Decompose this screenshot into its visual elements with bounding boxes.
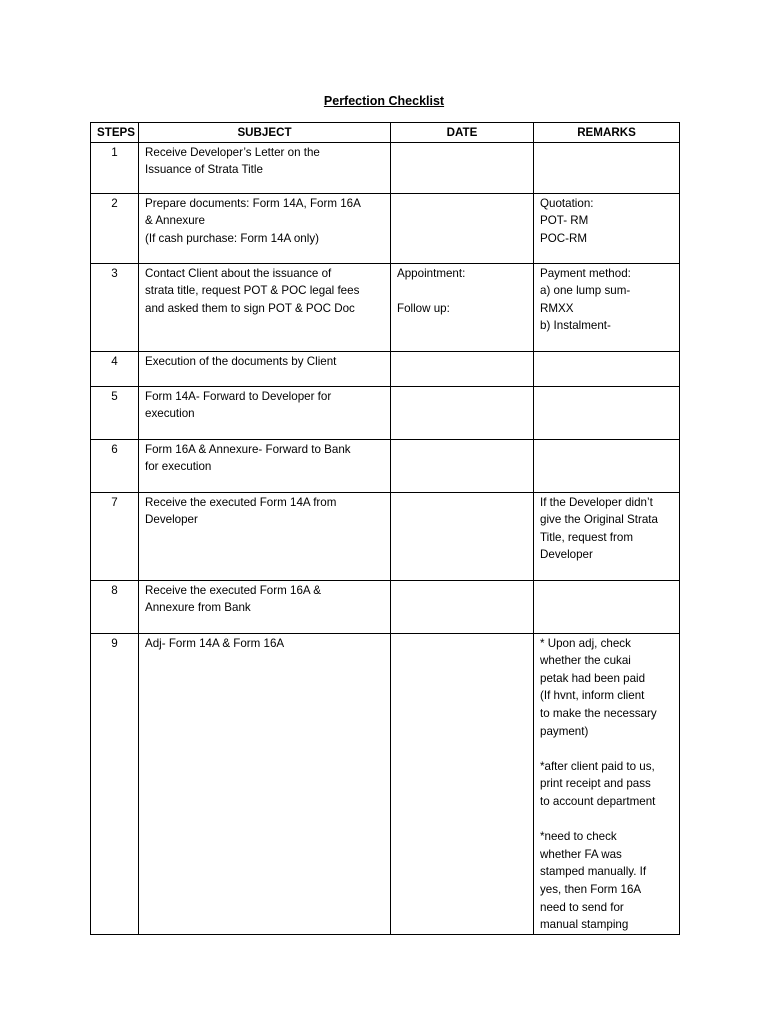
date-line <box>397 282 527 300</box>
step-number: 5 <box>91 386 139 439</box>
remarks-cell <box>534 263 680 351</box>
step-number: 2 <box>91 193 139 263</box>
subject-cell <box>139 580 391 633</box>
remarks-cell <box>534 351 680 386</box>
subject-line: Receive the executed Form 14A from <box>145 495 337 509</box>
remarks-cell <box>534 193 680 263</box>
subject-line: Form 14A- Forward to Developer for <box>145 389 332 403</box>
remarks-line: give the Original Strata <box>540 513 658 527</box>
header-row <box>91 123 680 143</box>
remarks-cell <box>534 142 680 193</box>
step-number: 6 <box>91 439 139 492</box>
subject-line: (If cash purchase: Form 14A only) <box>145 231 319 245</box>
document-title: Perfection Checklist <box>323 94 445 108</box>
subject-cell <box>139 263 391 351</box>
step-number: 7 <box>91 492 139 580</box>
remarks-line: POC-RM <box>540 231 588 245</box>
checklist-body <box>91 142 680 934</box>
step-number: 8 <box>91 580 139 633</box>
remarks-line: *need to check <box>540 830 617 844</box>
remarks-line: stamped manually. If <box>540 865 647 879</box>
checklist-row <box>91 580 680 633</box>
remarks-line <box>540 740 673 758</box>
subject-cell <box>139 351 391 386</box>
header-subject: SUBJECT <box>139 123 391 143</box>
subject-cell <box>139 439 391 492</box>
subject-cell <box>139 193 391 263</box>
step-number: 1 <box>91 142 139 193</box>
subject-line: Receive Developer’s Letter on the <box>145 145 320 159</box>
checklist-row <box>91 633 680 934</box>
remarks-cell <box>534 580 680 633</box>
remarks-line: RMXX <box>540 301 574 315</box>
date-cell <box>391 439 534 492</box>
remarks-line: yes, then Form 16A <box>540 882 642 896</box>
remarks-line: payment) <box>540 724 589 738</box>
remarks-line: whether the cukai <box>540 654 631 668</box>
date-cell <box>391 386 534 439</box>
subject-cell <box>139 633 391 934</box>
remarks-line: Quotation: <box>540 196 594 210</box>
subject-line: Prepare documents: Form 14A, Form 16A <box>145 196 361 210</box>
remarks-cell <box>534 439 680 492</box>
checklist-row <box>91 492 680 580</box>
checklist-row <box>91 193 680 263</box>
date-cell <box>391 580 534 633</box>
step-number: 4 <box>91 351 139 386</box>
checklist-row <box>91 386 680 439</box>
subject-line: Receive the executed Form 16A & <box>145 583 321 597</box>
remarks-cell <box>534 633 680 934</box>
checklist-row <box>91 263 680 351</box>
perfection-checklist-table <box>90 122 680 935</box>
subject-cell <box>139 386 391 439</box>
date-cell <box>391 492 534 580</box>
remarks-line: Payment method: <box>540 266 631 280</box>
remarks-line: a) one lump sum- <box>540 284 631 298</box>
date-cell <box>391 351 534 386</box>
subject-line: & Annexure <box>145 214 205 228</box>
remarks-line: * Upon adj, check <box>540 636 631 650</box>
remarks-line: Developer <box>540 548 593 562</box>
remarks-line: (If hvnt, inform client <box>540 689 645 703</box>
remarks-line: whether FA was <box>540 847 622 861</box>
date-line: Appointment: <box>397 266 466 280</box>
subject-line: execution <box>145 407 195 421</box>
remarks-line: to make the necessary <box>540 706 657 720</box>
subject-line: Adj- Form 14A & Form 16A <box>145 636 285 650</box>
date-cell <box>391 633 534 934</box>
remarks-line: *after client paid to us, <box>540 759 655 773</box>
remarks-line: If the Developer didn’t <box>540 495 653 509</box>
subject-line: Developer <box>145 513 198 527</box>
remarks-line: to account department <box>540 794 656 808</box>
date-line: Follow up: <box>397 301 450 315</box>
header-date: DATE <box>391 123 534 143</box>
subject-line: Execution of the documents by Client <box>145 354 337 368</box>
remarks-line: Title, request from <box>540 530 633 544</box>
checklist-row <box>91 351 680 386</box>
checklist-row <box>91 439 680 492</box>
checklist-row <box>91 142 680 193</box>
step-number: 3 <box>91 263 139 351</box>
remarks-line: need to send for <box>540 900 624 914</box>
remarks-cell <box>534 492 680 580</box>
subject-cell <box>139 142 391 193</box>
header-remarks: REMARKS <box>534 123 680 143</box>
subject-line: strata title, request POT & POC legal fees <box>145 284 360 298</box>
subject-cell <box>139 492 391 580</box>
subject-line: and asked them to sign POT & POC Doc <box>145 301 355 315</box>
subject-line: Contact Client about the issuance of <box>145 266 332 280</box>
date-cell <box>391 142 534 193</box>
remarks-line: POT- RM <box>540 214 589 228</box>
header-steps: STEPS <box>91 123 139 143</box>
remarks-line <box>540 811 673 829</box>
subject-line: Issuance of Strata Title <box>145 163 263 177</box>
subject-line: Annexure from Bank <box>145 601 251 615</box>
step-number: 9 <box>91 633 139 934</box>
remarks-line: petak had been paid <box>540 671 646 685</box>
subject-line: Form 16A & Annexure- Forward to Bank <box>145 442 351 456</box>
subject-line: for execution <box>145 460 212 474</box>
date-cell <box>391 263 534 351</box>
remarks-line: manual stamping <box>540 918 629 932</box>
date-cell <box>391 193 534 263</box>
remarks-line: b) Instalment- <box>540 319 611 333</box>
remarks-line: print receipt and pass <box>540 777 651 791</box>
remarks-cell <box>534 386 680 439</box>
